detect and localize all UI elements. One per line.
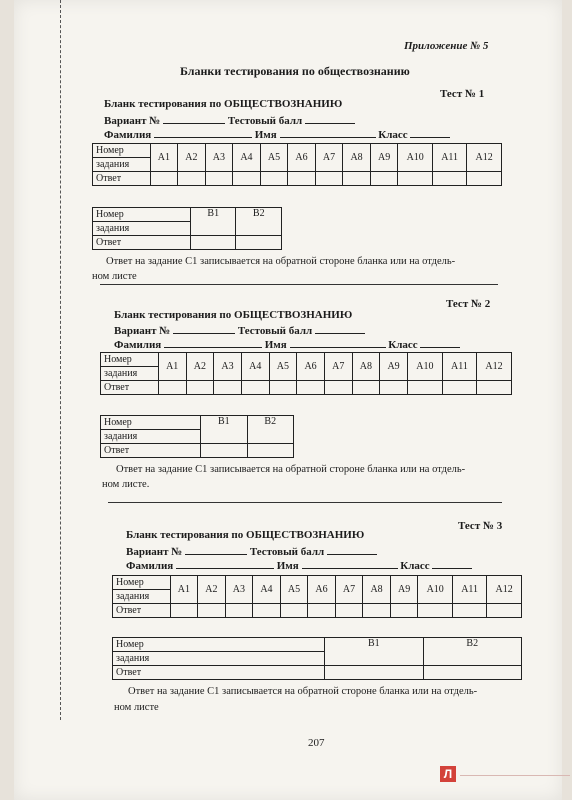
answer-cell-a10[interactable] <box>398 172 433 186</box>
answer-cell-a2[interactable] <box>186 381 214 395</box>
answer-cell-a12[interactable] <box>487 604 522 618</box>
name-label: Имя <box>276 560 299 572</box>
page-title: Бланки тестирования по обществознанию <box>180 64 410 78</box>
answer-cell-b1[interactable] <box>325 666 423 680</box>
answer-cell-a10[interactable] <box>418 604 453 618</box>
name-field[interactable] <box>302 559 398 569</box>
task-header-a4: A4 <box>241 353 269 381</box>
page-number: 207 <box>308 737 325 749</box>
task-number-row <box>101 353 512 367</box>
answer-cell-a5[interactable] <box>260 172 288 186</box>
answer-cell-a7[interactable] <box>324 381 352 395</box>
task-header-a11: A11 <box>433 144 467 172</box>
name-label: Имя <box>254 129 277 141</box>
answer-cell-a12[interactable] <box>477 381 512 395</box>
surname-label: Фамилия <box>114 339 162 351</box>
answer-cell-a11[interactable] <box>442 381 476 395</box>
answer-row <box>101 381 512 395</box>
answers-a-table <box>100 352 512 395</box>
score-label: Тестовый балл <box>237 325 313 337</box>
task-header-a10: A10 <box>398 144 433 172</box>
task-number-label: Номер <box>113 576 171 590</box>
task-number-label-cont: задания <box>101 430 201 444</box>
answer-cell-b2[interactable] <box>247 444 293 458</box>
task-number-label: Номер <box>113 638 325 652</box>
class-label: Класс <box>388 339 418 351</box>
task-header-a5: A5 <box>260 144 288 172</box>
task-header-a10: A10 <box>418 576 453 604</box>
answer-row <box>101 444 294 458</box>
task-header-a7: A7 <box>315 144 343 172</box>
answer-cell-a5[interactable] <box>280 604 308 618</box>
answer-label: Ответ <box>93 236 191 250</box>
task-header-a3: A3 <box>225 576 253 604</box>
task-header-a9: A9 <box>370 144 398 172</box>
variant-field[interactable] <box>185 545 247 555</box>
form-title: Бланк тестирования по ОБЩЕСТВОЗНАНИЮ <box>126 529 365 541</box>
variant-label: Вариант № <box>104 115 161 127</box>
answer-label: Ответ <box>113 666 325 680</box>
answers-b-table <box>92 207 282 250</box>
answers-a-table <box>92 143 502 186</box>
c1-note-cont: ном листе <box>92 271 137 282</box>
variant-row <box>104 114 355 127</box>
task-header-a6: A6 <box>288 144 316 172</box>
answer-row <box>93 172 502 186</box>
class-field[interactable] <box>432 559 472 569</box>
task-number-row <box>93 208 282 222</box>
answer-cell-a6[interactable] <box>308 604 336 618</box>
task-number-row <box>101 416 294 430</box>
task-number-row <box>93 144 502 158</box>
task-number-label: Номер <box>93 144 151 158</box>
task-header-b1: B1 <box>325 638 423 666</box>
answers-b-table <box>100 415 294 458</box>
answer-cell-a12[interactable] <box>467 172 502 186</box>
test-label: Тест № 2 <box>446 298 491 310</box>
answer-cell-a8[interactable] <box>363 604 391 618</box>
answer-cell-a6[interactable] <box>288 172 316 186</box>
name-field[interactable] <box>280 128 376 138</box>
score-label: Тестовый балл <box>227 115 303 127</box>
c1-note: Ответ на задание С1 записывается на обратной стороне бланка или на отдель- <box>128 686 478 697</box>
task-number-label-cont: задания <box>93 222 191 236</box>
task-header-a2: A2 <box>198 576 226 604</box>
c1-note: Ответ на задание С1 записывается на обратной стороне бланка или на отдель- <box>106 256 456 267</box>
appendix-label: Приложение № 5 <box>404 40 489 52</box>
answer-cell-a3[interactable] <box>225 604 253 618</box>
task-header-a6: A6 <box>297 353 325 381</box>
answer-cell-a3[interactable] <box>214 381 242 395</box>
answers-a-table <box>112 575 522 618</box>
c1-note-cont: ном листе. <box>102 479 150 490</box>
task-number-label-cont: задания <box>93 158 151 172</box>
c1-note: Ответ на задание С1 записывается на обратной стороне бланка или на отдель- <box>116 464 466 475</box>
name-field[interactable] <box>290 338 386 348</box>
answer-label: Ответ <box>101 381 159 395</box>
answer-row <box>93 236 282 250</box>
task-number-label-cont: задания <box>113 590 171 604</box>
answer-cell-a2[interactable] <box>178 172 206 186</box>
answer-cell-a4[interactable] <box>233 172 261 186</box>
answer-cell-a1[interactable] <box>170 604 198 618</box>
publisher-logo: Л <box>440 766 456 782</box>
task-header-a1: A1 <box>150 144 178 172</box>
class-label: Класс <box>400 560 430 572</box>
test-label: Тест № 3 <box>458 520 503 532</box>
surname-field[interactable] <box>164 338 262 348</box>
answer-row <box>113 604 522 618</box>
answer-cell-a11[interactable] <box>453 604 487 618</box>
task-number-label: Номер <box>93 208 191 222</box>
task-number-label: Номер <box>101 353 159 367</box>
answer-label: Ответ <box>93 172 151 186</box>
surname-label: Фамилия <box>104 129 152 141</box>
answer-cell-a4[interactable] <box>241 381 269 395</box>
task-number-label: Номер <box>101 416 201 430</box>
form-title: Бланк тестирования по ОБЩЕСТВОЗНАНИЮ <box>104 98 343 110</box>
test-label: Тест № 1 <box>440 88 485 100</box>
name-row <box>126 559 472 572</box>
answer-cell-a8[interactable] <box>352 381 380 395</box>
task-header-a7: A7 <box>324 353 352 381</box>
task-header-a12: A12 <box>487 576 522 604</box>
task-header-a2: A2 <box>186 353 214 381</box>
class-field[interactable] <box>420 338 460 348</box>
task-number-row <box>113 638 522 652</box>
surname-label: Фамилия <box>126 560 174 572</box>
answer-cell-a5[interactable] <box>269 381 297 395</box>
answer-cell-b1[interactable] <box>191 236 236 250</box>
task-number-row <box>113 576 522 590</box>
task-header-a4: A4 <box>233 144 261 172</box>
book-page <box>14 0 562 800</box>
variant-row <box>126 545 377 558</box>
task-header-a12: A12 <box>467 144 502 172</box>
c1-answer-line <box>108 502 502 503</box>
name-row <box>114 338 460 351</box>
task-header-a9: A9 <box>390 576 418 604</box>
task-header-a10: A10 <box>407 353 442 381</box>
answer-cell-b1[interactable] <box>201 444 247 458</box>
surname-field[interactable] <box>154 128 252 138</box>
task-header-a8: A8 <box>352 353 380 381</box>
task-header-a8: A8 <box>363 576 391 604</box>
task-header-a5: A5 <box>269 353 297 381</box>
answer-cell-a11[interactable] <box>433 172 467 186</box>
form-title: Бланк тестирования по ОБЩЕСТВОЗНАНИЮ <box>114 309 353 321</box>
answer-cell-a7[interactable] <box>315 172 343 186</box>
variant-field[interactable] <box>163 114 225 124</box>
answer-label: Ответ <box>101 444 201 458</box>
class-label: Класс <box>378 129 408 141</box>
task-header-b2: B2 <box>423 638 521 666</box>
answer-cell-a10[interactable] <box>407 381 442 395</box>
task-header-a1: A1 <box>170 576 198 604</box>
variant-row <box>114 324 365 337</box>
answer-cell-a9[interactable] <box>390 604 418 618</box>
answer-label: Ответ <box>113 604 171 618</box>
cut-line <box>60 0 61 720</box>
task-number-label-cont: задания <box>101 367 159 381</box>
variant-label: Вариант № <box>126 546 183 558</box>
task-header-a11: A11 <box>442 353 476 381</box>
score-field[interactable] <box>315 324 365 334</box>
answer-row <box>113 666 522 680</box>
variant-field[interactable] <box>173 324 235 334</box>
watermark-line <box>460 775 570 776</box>
task-header-a2: A2 <box>178 144 206 172</box>
task-header-b1: B1 <box>191 208 236 236</box>
answer-cell-a9[interactable] <box>380 381 408 395</box>
task-header-a5: A5 <box>280 576 308 604</box>
task-header-a8: A8 <box>343 144 371 172</box>
answer-cell-a6[interactable] <box>297 381 325 395</box>
task-header-a12: A12 <box>477 353 512 381</box>
answer-cell-a1[interactable] <box>150 172 178 186</box>
task-number-label-cont: задания <box>113 652 325 666</box>
answer-cell-a4[interactable] <box>253 604 281 618</box>
score-field[interactable] <box>327 545 377 555</box>
name-label: Имя <box>264 339 287 351</box>
answer-cell-a7[interactable] <box>335 604 363 618</box>
answer-cell-a2[interactable] <box>198 604 226 618</box>
task-header-a1: A1 <box>158 353 186 381</box>
variant-label: Вариант № <box>114 325 171 337</box>
c1-answer-line <box>100 284 498 285</box>
answer-cell-a9[interactable] <box>370 172 398 186</box>
score-field[interactable] <box>305 114 355 124</box>
task-header-b2: B2 <box>247 416 293 444</box>
answer-cell-b2[interactable] <box>423 666 521 680</box>
task-header-a9: A9 <box>380 353 408 381</box>
answers-b-table <box>112 637 522 680</box>
surname-field[interactable] <box>176 559 274 569</box>
name-row <box>104 128 450 141</box>
answer-cell-a3[interactable] <box>205 172 233 186</box>
score-label: Тестовый балл <box>249 546 325 558</box>
task-header-b2: B2 <box>236 208 282 236</box>
task-header-a7: A7 <box>335 576 363 604</box>
class-field[interactable] <box>410 128 450 138</box>
task-header-a3: A3 <box>205 144 233 172</box>
answer-cell-a8[interactable] <box>343 172 371 186</box>
task-header-a6: A6 <box>308 576 336 604</box>
task-header-a11: A11 <box>453 576 487 604</box>
answer-cell-b2[interactable] <box>236 236 282 250</box>
c1-note-cont: ном листе <box>114 702 159 713</box>
task-header-a3: A3 <box>214 353 242 381</box>
task-header-b1: B1 <box>201 416 247 444</box>
answer-cell-a1[interactable] <box>158 381 186 395</box>
task-header-a4: A4 <box>253 576 281 604</box>
